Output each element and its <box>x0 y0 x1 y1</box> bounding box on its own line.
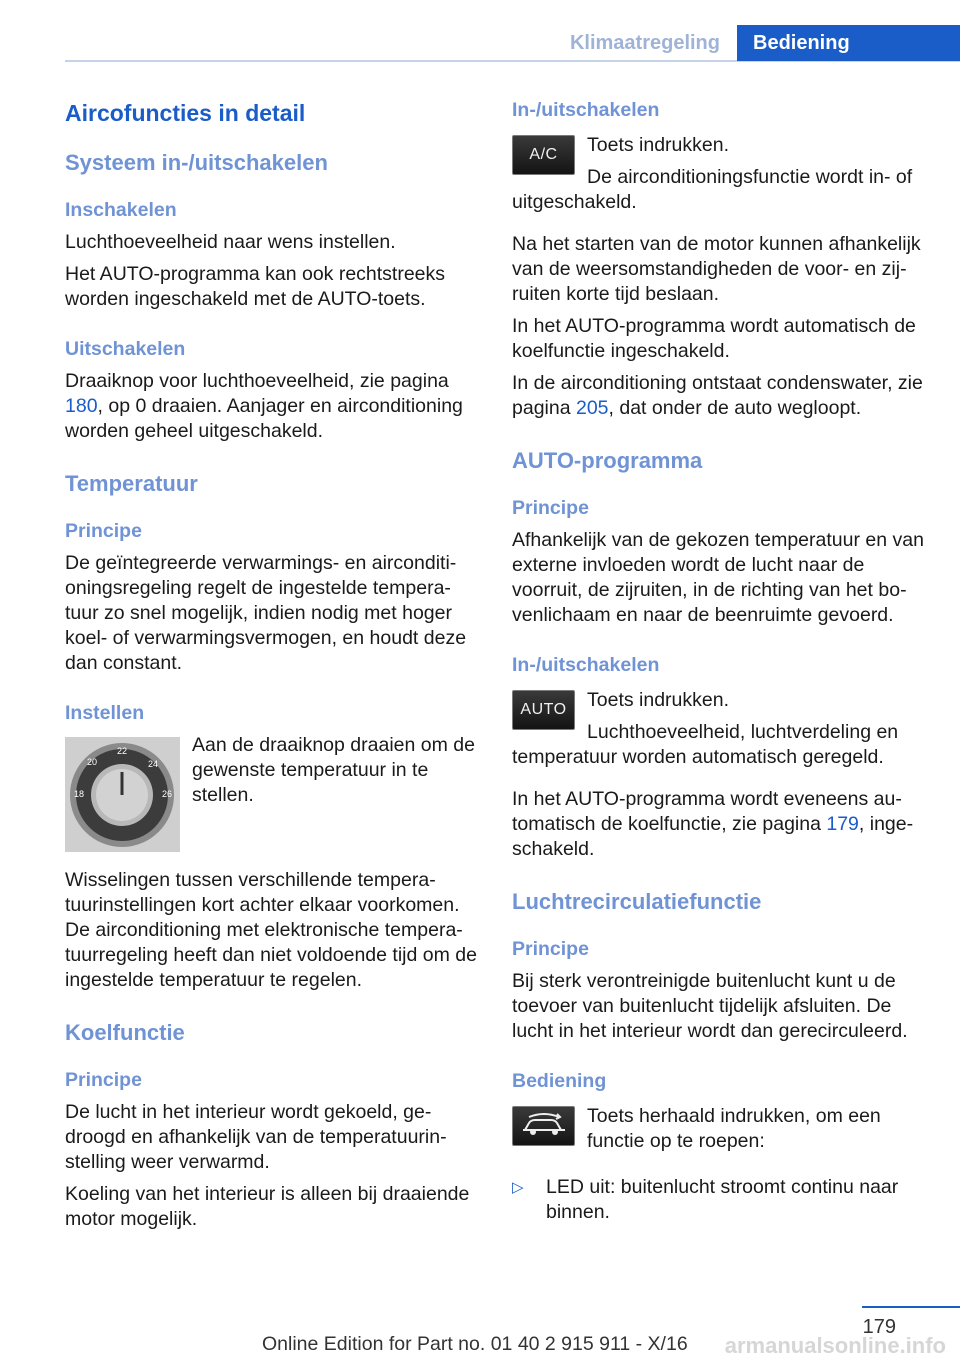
page-number-rule <box>862 1306 960 1308</box>
heading-principe: Principe <box>65 1069 142 1091</box>
paragraph: Luchthoeveelheid, luchtverdeling en temperatuur worden automatisch geregeld. <box>512 721 899 768</box>
svg-text:26: 26 <box>161 789 173 799</box>
page-link-205[interactable]: 205 <box>575 397 609 419</box>
right-column <box>512 98 930 1225</box>
page-title: Aircofuncties in detail <box>65 100 306 126</box>
heading-uitschakelen: Uitschakelen <box>65 338 186 360</box>
paragraph: Afhankelijk van de gekozen temperatuur en van externe invloeden wordt de lucht naar de voorruit, de zijruiten, in de richting van het bovenlichaam en naar de beenruimte gevoerd. <box>512 529 924 626</box>
header-section-active[interactable]: Bediening <box>737 25 960 61</box>
page-link-179[interactable]: 179 <box>826 813 859 835</box>
paragraph: Koeling van het interieur is alleen bij draaiende motor mogelijk. <box>65 1183 470 1230</box>
dial-icon <box>65 737 180 852</box>
heading-instellen: Instellen <box>65 702 145 724</box>
heading-auto-inuit: In-/uitschakelen <box>512 654 660 676</box>
temperature-dial-image <box>65 737 180 852</box>
paragraph: Draaiknop voor luchthoeveelheid, zie pagina 180, op 0 draaien. Aanjager en airconditioning worden geheel uitgeschakeld. <box>65 370 463 442</box>
svg-text:18: 18 <box>73 789 85 799</box>
paragraph: De airconditioningsfunctie wordt in- of uitgeschakeld. <box>512 166 913 213</box>
footer-edition: Online Edition for Part no. 01 40 2 915 911 - X/16 <box>262 1333 688 1355</box>
paragraph: Het AUTO-programma kan ook rechtstreeks worden ingeschakeld met de AUTO-toets. <box>65 263 446 310</box>
header-chapter[interactable]: Klimaatregeling <box>569 32 720 54</box>
paragraph: De lucht in het interieur wordt gekoeld, gedroogd en afhankelijk van de temperatuurinstelling weer verwarmd. <box>65 1101 447 1173</box>
left-column <box>65 98 477 1239</box>
paragraph: In het AUTO-programma wordt automatisch de koelfunctie ingeschakeld. <box>512 315 916 362</box>
heading-principe: Principe <box>65 520 142 542</box>
auto-button-icon: AUTO <box>512 690 575 730</box>
recirculation-car-icon <box>512 1106 575 1146</box>
watermark: armanualsonline.info <box>724 1333 946 1358</box>
heading-recirculatie: Luchtrecirculatiefunctie <box>512 889 762 914</box>
paragraph: Toets indrukken. <box>587 134 729 156</box>
svg-text:24: 24 <box>147 759 159 769</box>
triangle-bullet-icon: ▷ <box>512 1179 524 1196</box>
paragraph: Bij sterk verontreinigde buitenlucht kunt u de toevoer van buitenlucht tijdelijk afsluiten. De lucht in het interieur wordt dan gerecirculeerd. <box>512 970 908 1042</box>
ac-button-icon: A/C <box>512 135 575 175</box>
heading-auto-programma: AUTO-programma <box>512 448 703 473</box>
paragraph: Na het starten van de motor kunnen afhankelijk van de weersomstandigheden de voor- en zijruiten korte tijd beslaan. <box>512 233 921 305</box>
heading-koelfunctie: Koelfunctie <box>65 1020 185 1045</box>
heading-principe: Principe <box>512 938 589 960</box>
heading-principe: Principe <box>512 497 589 519</box>
paragraph: In de airconditioning ontstaat condenswater, zie pagina 205, dat onder de auto wegloopt. <box>512 372 923 419</box>
heading-temperatuur: Temperatuur <box>65 471 198 496</box>
paragraph: De geïntegreerde verwarmings- en airconditioningsregeling regelt de ingestelde temperatuur zo snel mogelijk, indien nodig met hoger koel- of verwarmingsvermogen, en houdt deze dan constant. <box>65 552 467 674</box>
heading-bediening: Bediening <box>512 1070 607 1092</box>
list-item: ▷ LED uit: buitenlucht stroomt continu naar binnen. <box>512 1176 899 1223</box>
paragraph: Toets herhaald indrukken, om een functie op te roepen: <box>587 1105 881 1152</box>
paragraph: Wisselingen tussen verschillende temperatuurinstellingen kort achter elkaar voorkomen. De airconditioning met elektronische temperatuurregeling heeft dan niet voldoende tijd om de ingestelde temperatuur te regelen. <box>65 869 477 991</box>
paragraph: Toets indrukken. <box>587 689 729 711</box>
paragraph: In het AUTO-programma wordt eveneens automatisch de koelfunctie, zie pagina 179, ingeschakeld. <box>512 788 914 860</box>
heading-ac-inuit: In-/uitschakelen <box>512 99 660 121</box>
heading-inschakelen: Inschakelen <box>65 199 177 221</box>
paragraph: Luchthoeveelheid naar wens instellen. <box>65 231 396 253</box>
svg-text:20: 20 <box>86 757 98 767</box>
svg-text:22: 22 <box>116 746 128 756</box>
page-number: 179 <box>862 1316 896 1338</box>
heading-systeem: Systeem in-/uitschakelen <box>65 150 328 175</box>
page-link-180[interactable]: 180 <box>65 395 98 417</box>
paragraph: Aan de draaiknop draaien om de gewenste temperatuur in te stellen. <box>192 734 475 806</box>
